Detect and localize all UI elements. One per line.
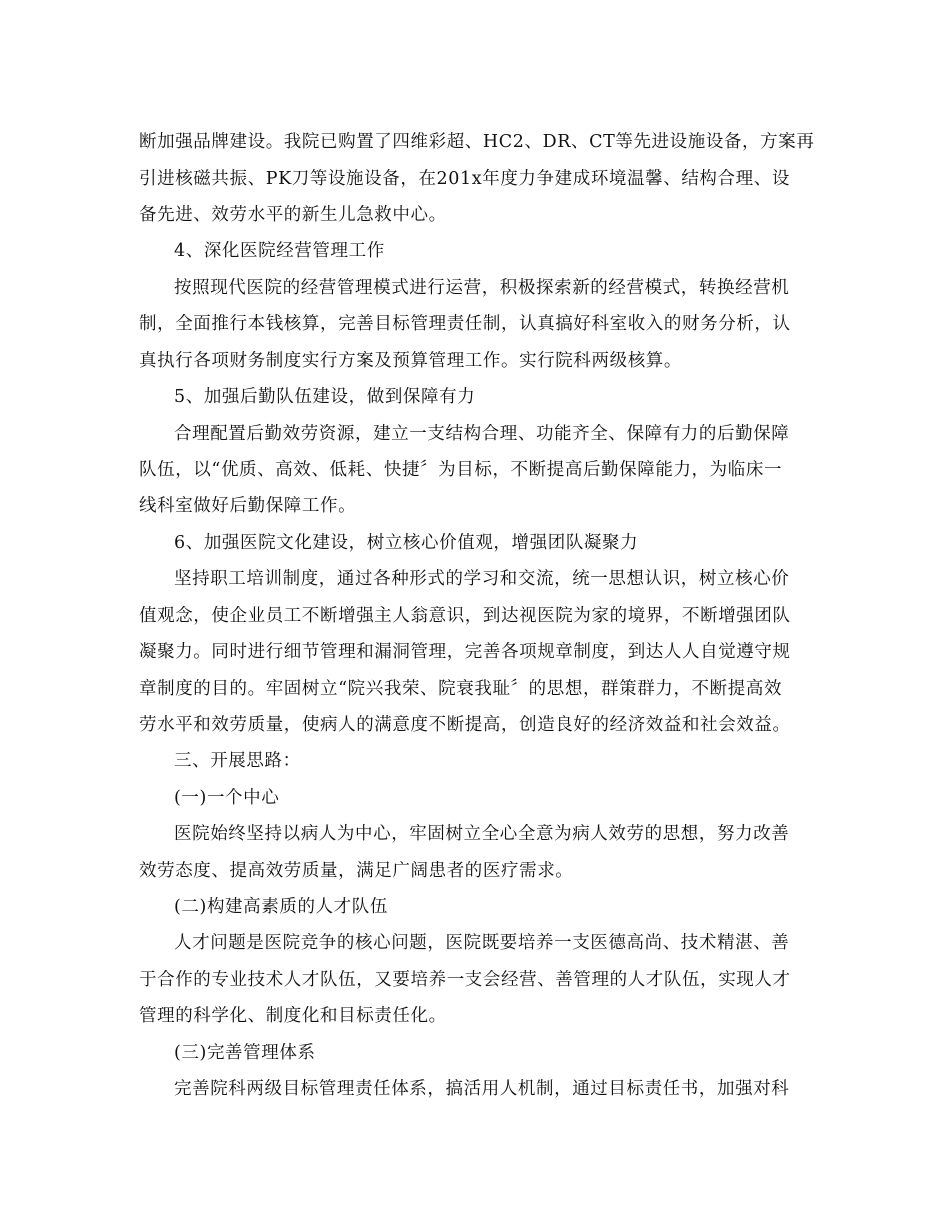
text-line: 真执行各项财务制度实行方案及预算管理工作。实行院科两级核算。 xyxy=(139,351,682,371)
section-heading: 5、加强后勤队伍建设，做到保障有力 xyxy=(174,387,476,407)
text-line: 凝聚力。同时进行细节管理和漏洞管理，完善各项规章制度，到达人人自觉遵守规 xyxy=(139,642,791,662)
text-line: 值观念，使企业员工不断增强主人翁意识，到达视医院为家的境界，不断增强团队 xyxy=(139,606,791,626)
section-heading: (一)一个中心 xyxy=(174,788,280,808)
text-line: 引进核磁共振、PK刀等设施设备，在201x年度力争建成环境温馨、结构合理、设 xyxy=(139,169,790,189)
text-line: 备先进、效劳水平的新生儿急救中心。 xyxy=(139,205,447,225)
text-line: 线科室做好后勤保障工作。 xyxy=(139,496,357,516)
text-line: 人才问题是医院竞争的核心问题，医院既要培养一支医德高尚、技术精湛、善 xyxy=(174,933,790,953)
text-line: 医院始终坚持以病人为中心，牢固树立全心全意为病人效劳的思想，努力改善 xyxy=(174,824,790,844)
text-line: 于合作的专业技术人才队伍，又要培养一支会经营、善管理的人才队伍，实现人才 xyxy=(139,970,791,990)
text-line: 队伍，以“优质、高效、低耗、快捷〞为目标，不断提高后勤保障能力，为临床一 xyxy=(139,460,783,480)
text-line: 章制度的目的。牢固树立“院兴我荣、院衰我耻〞的思想，群策群力，不断提高效 xyxy=(139,679,783,699)
text-line: 制，全面推行本钱核算，完善目标管理责任制，认真搞好科室收入的财务分析，认 xyxy=(139,314,791,334)
section-heading: 4、深化医院经营管理工作 xyxy=(174,241,385,261)
section-heading: 6、加强医院文化建设，树立核心价值观，增强团队凝聚力 xyxy=(174,533,639,553)
text-line: 效劳态度、提高效劳质量，满足广阔患者的医疗需求。 xyxy=(139,861,574,881)
text-line: 按照现代医院的经营管理模式进行运营，积极探索新的经营模式，转换经营机 xyxy=(174,278,790,298)
text-line: 完善院科两级目标管理责任体系，搞活用人机制，通过目标责任书，加强对科 xyxy=(174,1079,790,1099)
text-line: 合理配置后勤效劳资源，建立一支结构合理、功能齐全、保障有力的后勤保障 xyxy=(174,424,790,444)
text-line: 劳水平和效劳质量，使病人的满意度不断提高，创造良好的经济效益和社会效益。 xyxy=(139,715,791,735)
section-heading: (二)构建高素质的人才队伍 xyxy=(174,897,388,917)
text-line: 管理的科学化、制度化和目标责任化。 xyxy=(139,1006,447,1026)
text-line: 坚持职工培训制度，通过各种形式的学习和交流，统一思想认识，树立核心价 xyxy=(174,569,790,589)
section-heading: 三、开展思路： xyxy=(174,751,301,771)
section-heading: (三)完善管理体系 xyxy=(174,1043,316,1063)
text-line: 断加强品牌建设。我院已购置了四维彩超、HC2、DR、CT等先进设施设备，方案再 xyxy=(139,132,815,152)
